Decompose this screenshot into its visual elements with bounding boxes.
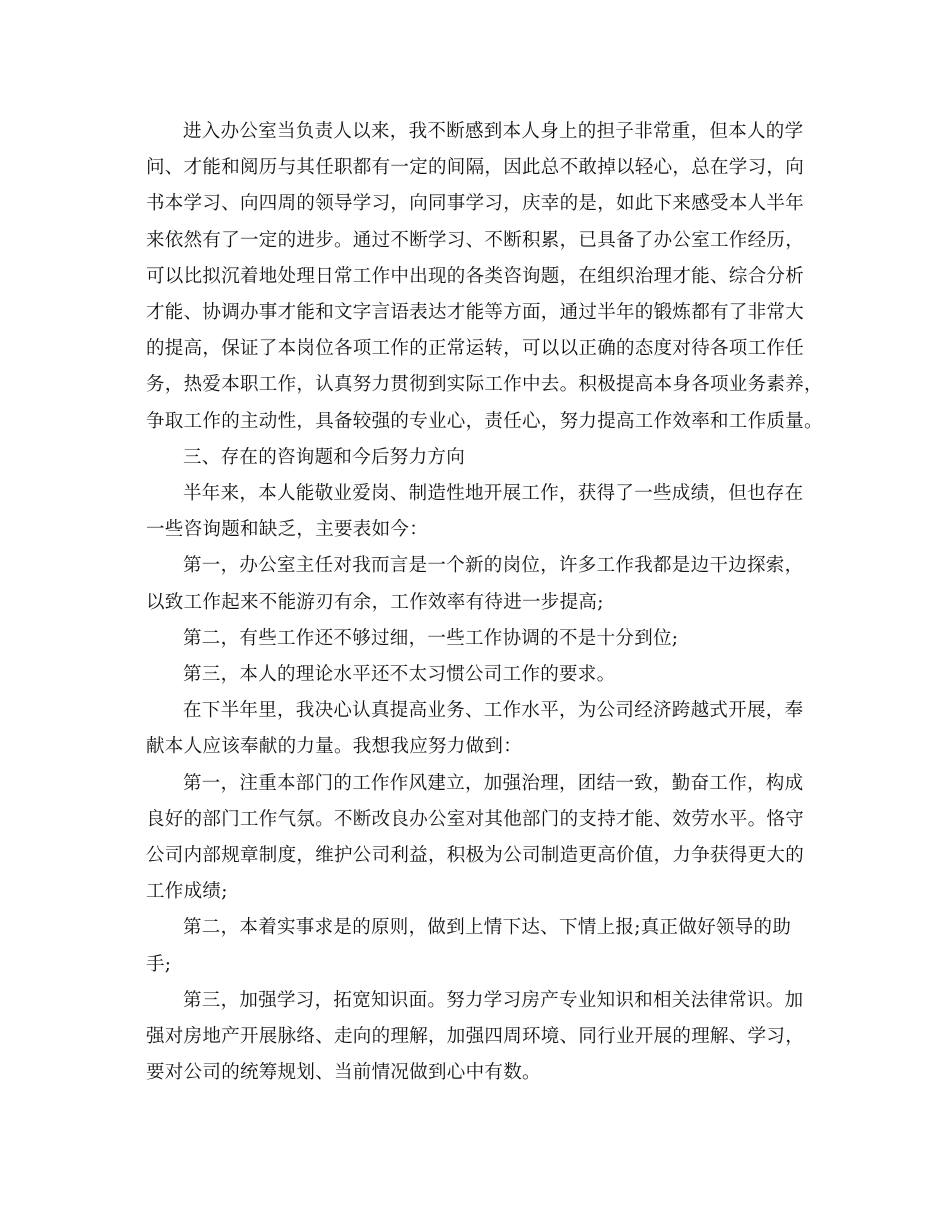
text-line: 第一，办公室主任对我而言是一个新的岗位，许多工作我都是边干边探索，: [183, 555, 804, 577]
paragraph: [146, 114, 823, 440]
text-line: 要对公司的统筹规划、当前情况做到心中有数。: [146, 1062, 541, 1084]
text-line: 在下半年里，我决心认真提高业务、工作水平，为公司经济跨越式开展，奉: [183, 700, 804, 722]
text-line: 工作成绩;: [146, 881, 228, 903]
text-line: 的提高，保证了本岗位各项工作的正常运转，可以以正确的态度对待各项工作任: [146, 338, 805, 360]
text-line: 公司内部规章制度，维护公司利益，积极为公司制造更高价值，力争获得更大的: [146, 845, 805, 867]
text-line: 进入办公室当负责人以来，我不断感到本人身上的担子非常重，但本人的学: [183, 121, 804, 142]
text-line: 第一，注重本部门的工作作风建立，加强治理，团结一致，勤奋工作，构成: [183, 772, 804, 794]
paragraph: [146, 983, 818, 1092]
text-line: 强对房地产开展脉络、走向的理解，加强四周环境、同行业开展的理解、学习，: [146, 1026, 805, 1048]
text-line: 第三，本人的理论水平还不太习惯公司工作的要求。: [183, 664, 616, 686]
paragraph: [146, 693, 818, 765]
document-body: [146, 114, 823, 1091]
paragraph: [146, 621, 818, 657]
paragraph: [146, 657, 818, 693]
text-line: 问、才能和阅历与其任职都有一定的间隔，因此总不敢掉以轻心，总在学习，向: [146, 157, 805, 179]
text-line: 第三，加强学习，拓宽知识面。努力学习房产专业知识和相关法律常识。加: [183, 989, 804, 1011]
paragraph: [146, 440, 818, 476]
text-line: 争取工作的主动性，具备较强的专业心，责任心，努力提高工作效率和工作质量。: [146, 410, 823, 432]
paragraph: [146, 766, 818, 911]
text-line: 书本学习、向四周的领导学习，向同事学习，庆幸的是，如此下来感受本人半年: [146, 193, 805, 215]
text-line: 献本人应该奉献的力量。我想我应努力做到：: [146, 736, 523, 758]
text-line: 良好的部门工作气氛。不断改良办公室对其他部门的支持才能、效劳水平。恪守: [146, 808, 805, 830]
paragraph: [146, 548, 818, 620]
text-line: 才能、协调办事才能和文字言语表达才能等方面，通过半年的锻炼都有了非常大: [146, 302, 805, 324]
text-line: 三、存在的咨询题和今后努力方向: [183, 446, 466, 468]
text-line: 可以比拟沉着地处理日常工作中出现的各类咨询题，在组织治理才能、综合分析: [146, 265, 805, 287]
paragraph: [146, 476, 818, 548]
text-line: 以致工作起来不能游刃有余，工作效率有待进一步提高;: [146, 591, 604, 613]
text-line: 第二，有些工作还不够过细，一些工作协调的不是十分到位;: [183, 627, 679, 649]
text-line: 第二，本着实事求是的原则，做到上情下达、下情上报;真正做好领导的助: [183, 917, 792, 939]
text-line: 来依然有了一定的进步。通过不断学习、不断积累，已具备了办公室工作经历，: [146, 229, 805, 251]
text-line: 一些咨询题和缺乏，主要表如今：: [146, 519, 429, 541]
paragraph: [146, 910, 818, 982]
text-line: 手;: [146, 953, 172, 975]
text-line: 务，热爱本职工作，认真努力贯彻到实际工作中去。积极提高本身各项业务素养，: [146, 374, 823, 396]
text-line: 半年来，本人能敬业爱岗、制造性地开展工作，获得了一些成绩，但也存在: [183, 483, 804, 505]
